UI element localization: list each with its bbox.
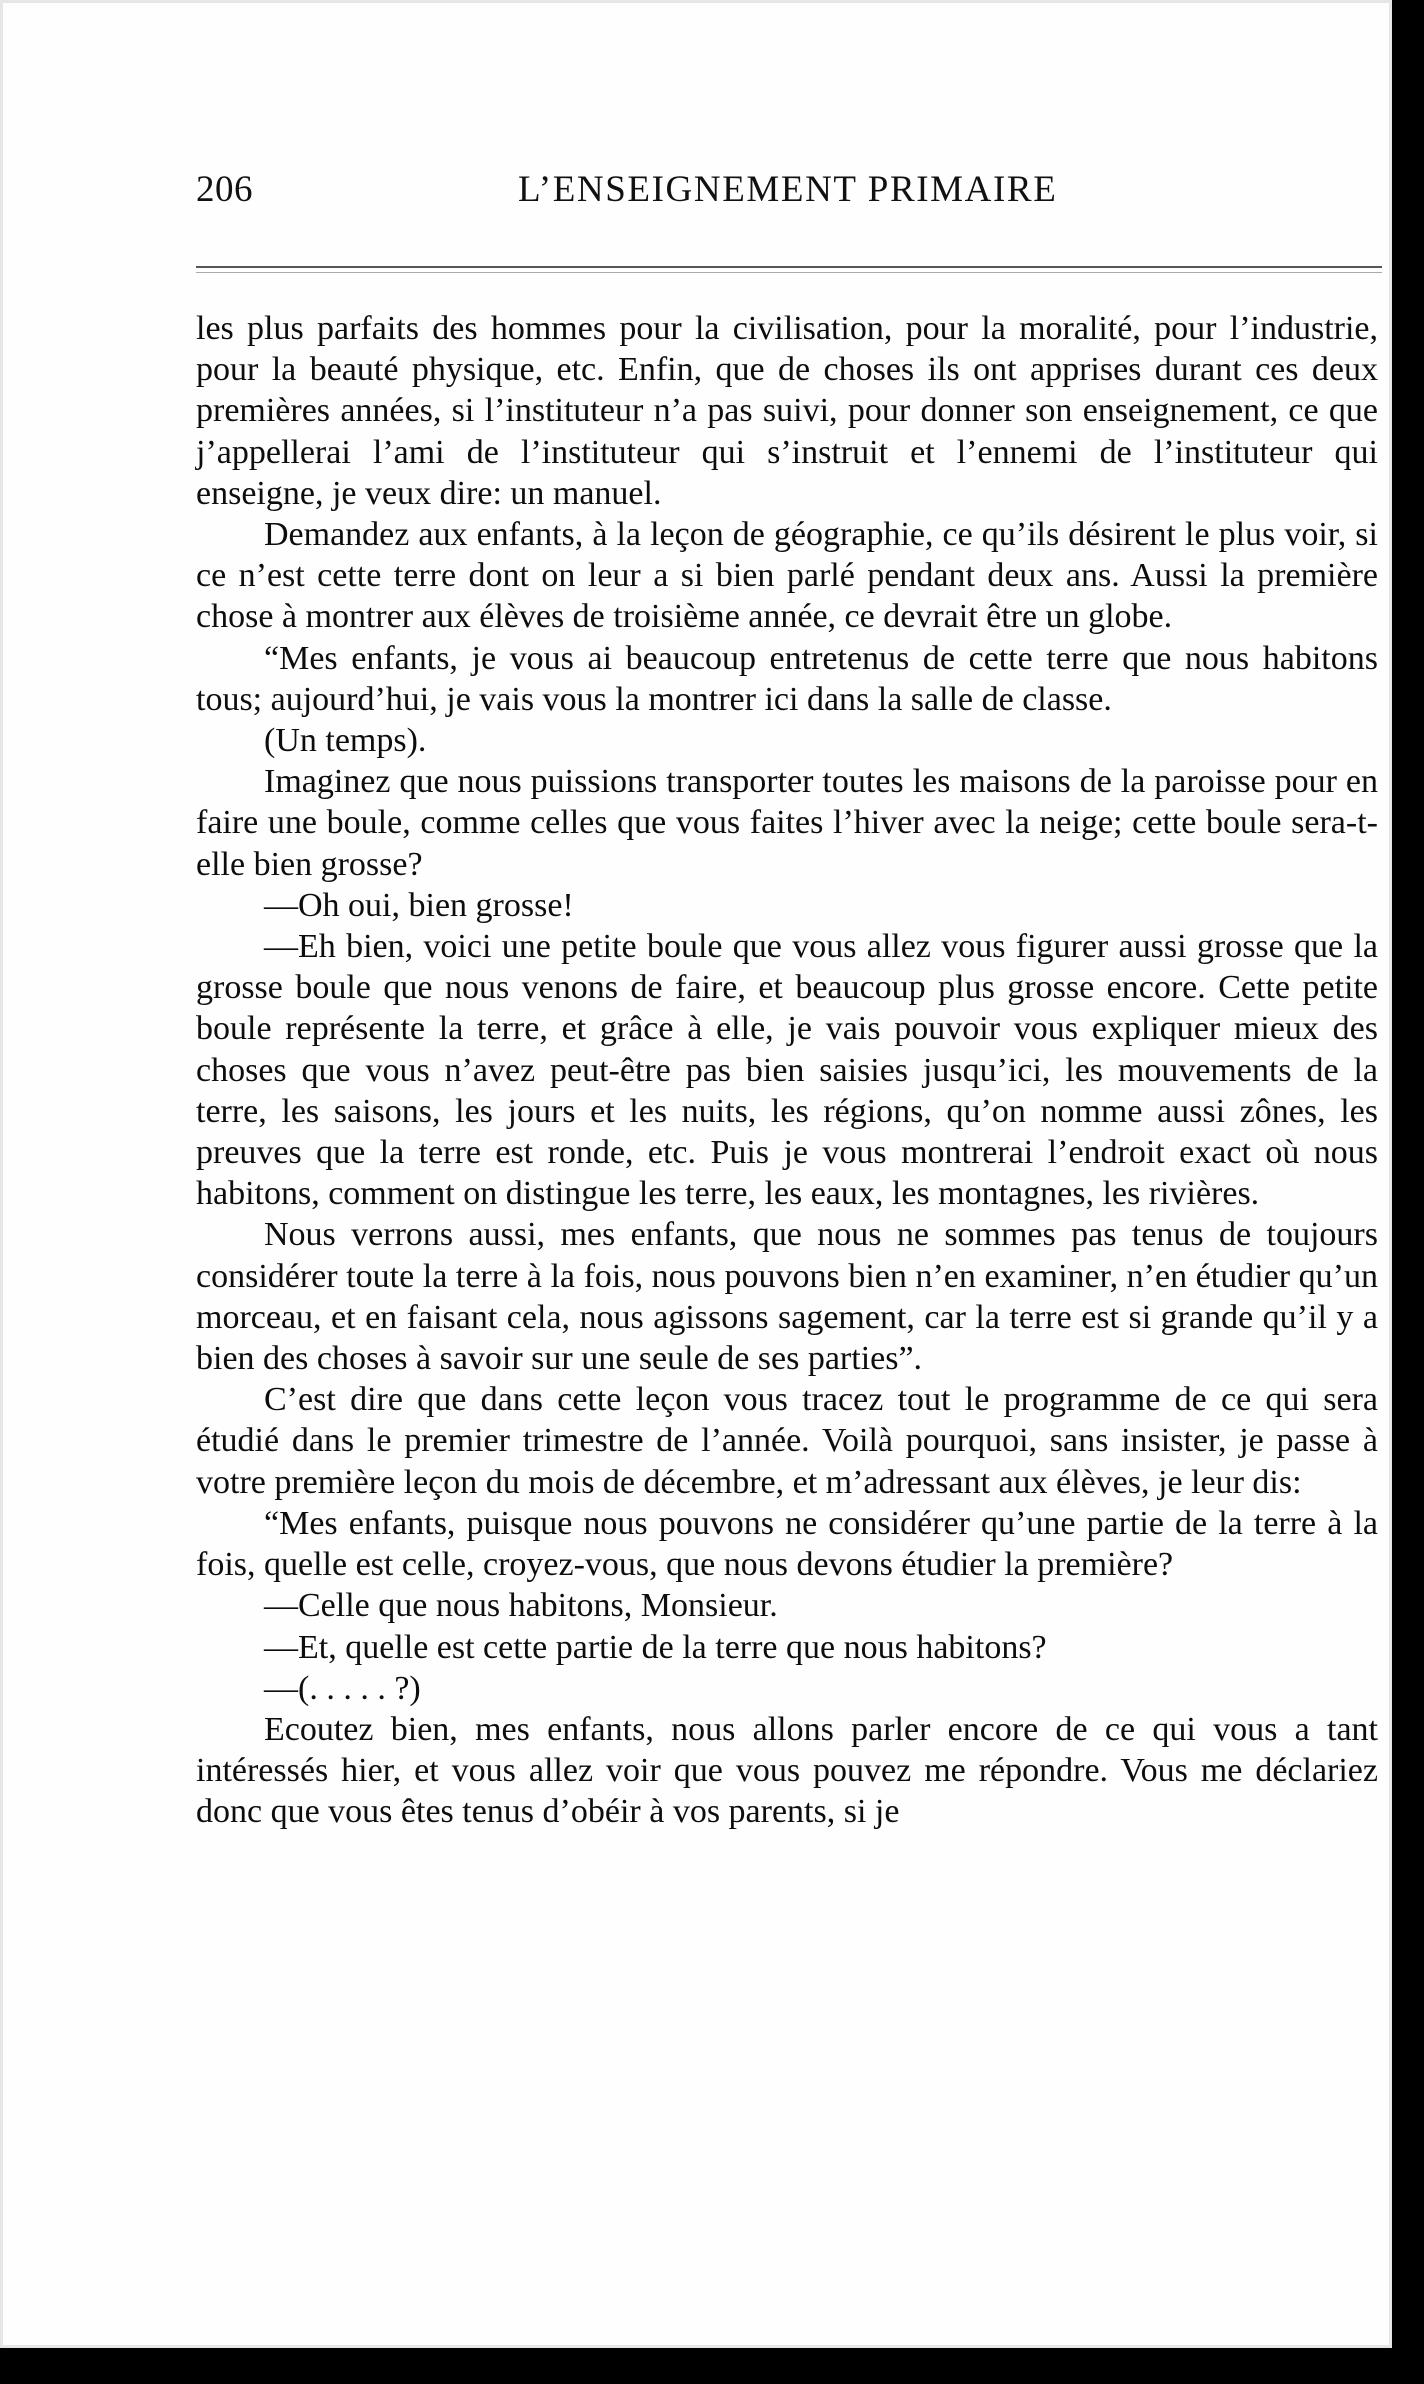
- dialogue-line: —Et, quelle est cette partie de la terre que nous habitons?: [264, 1628, 1047, 1666]
- paragraph: C’est dire que dans cette leçon vous tracez tout le programme de ce qui sera étudié dans le premier trimestre de l’année. Voilà pourquoi, sans insister, je passe à votre première leçon du mois de décembre, et m’adressant aux élèves, je leur dis:: [196, 1381, 1378, 1501]
- paragraph: Imaginez que nous puissions transporter toutes les maisons de la paroisse pour en faire une boule, comme celles que vous faites l’hiver avec la neige; cette boule sera-t-elle bien grosse?: [196, 763, 1378, 883]
- paragraph: “Mes enfants, puisque nous pouvons ne considérer qu’une partie de la terre à la fois, quelle est celle, croyez-vous, que nous devons étudier la première?: [196, 1504, 1378, 1584]
- paragraph: “Mes enfants, je vous ai beaucoup entretenus de cette terre que nous habitons tous; aujourd’hui, je vais vous la montrer ici dans la salle de classe.: [196, 639, 1378, 718]
- paragraph: Nous verrons aussi, mes enfants, que nous ne sommes pas tenus de toujours considérer toute la terre à la fois, nous pouvons bien n’en examiner, n’en étudier qu’un morceau, et en faisant cela, nous agissons sagement, car la terre est si grande qu’il y a bien des choses à savoir sur une seule de ses parties”.: [196, 1216, 1378, 1378]
- running-title: L’ENSEIGNEMENT PRIMAIRE: [518, 169, 1058, 210]
- header-rule-secondary: [196, 272, 1382, 273]
- paragraph: Ecoutez bien, mes enfants, nous allons parler encore de ce qui vous a tant intéressés hier, et vous allez voir que vous pouvez me répondre. Vous me déclariez donc que vous êtes tenus d’obéir à vos parents, si je: [196, 1710, 1378, 1831]
- paragraph: Demandez aux enfants, à la leçon de géographie, ce qu’ils désirent le plus voir, si ce n’est cette terre dont on leur a si bien parlé pendant deux ans. Aussi la première chose à montrer aux élèves de troisième année, ce devrait être un globe.: [196, 516, 1378, 636]
- scan-border: [1392, 0, 1424, 2384]
- page-header: [196, 168, 1376, 228]
- body-text: [196, 308, 1378, 2168]
- page-number: 206: [196, 169, 253, 210]
- header-rule: [196, 266, 1382, 268]
- dialogue-line: —Oh oui, bien grosse!: [264, 886, 574, 924]
- paragraph: (Un temps).: [264, 722, 427, 760]
- dialogue-line: —(. . . . . ?): [264, 1669, 421, 1707]
- dialogue-line: —Eh bien, voici une petite boule que vous allez vous figurer aussi grosse que la grosse boule que nous venons de faire, et beaucoup plus grosse encore. Cette petite boule représente la terre, et grâce à elle, je vais pouvoir vous expliquer mieux des choses que vous n’avez peut-être pas bien saisies jusqu’ici, les mouvements de la terre, les saisons, les jours et les nuits, les régions, qu’on nomme aussi zônes, les preuves que la terre est ronde, etc. Puis je vous montrerai l’endroit exact où nous habitons, comment on distingue les terre, les eaux, les montagnes, les rivières.: [196, 928, 1378, 1213]
- dialogue-line: —Celle que nous habitons, Monsieur.: [264, 1587, 778, 1625]
- paragraph-continued: les plus parfaits des hommes pour la civilisation, pour la moralité, pour l’industrie, pour la beauté physique, etc. Enfin, que de choses ils ont apprises durant ces deux premières années, si l’instituteur n’a pas suivi, pour donner son enseignement, ce que j’appellerai l’ami de l’instituteur qui s’instruit et l’ennemi de l’instituteur qui enseigne, je veux dire: un manuel.: [196, 310, 1378, 512]
